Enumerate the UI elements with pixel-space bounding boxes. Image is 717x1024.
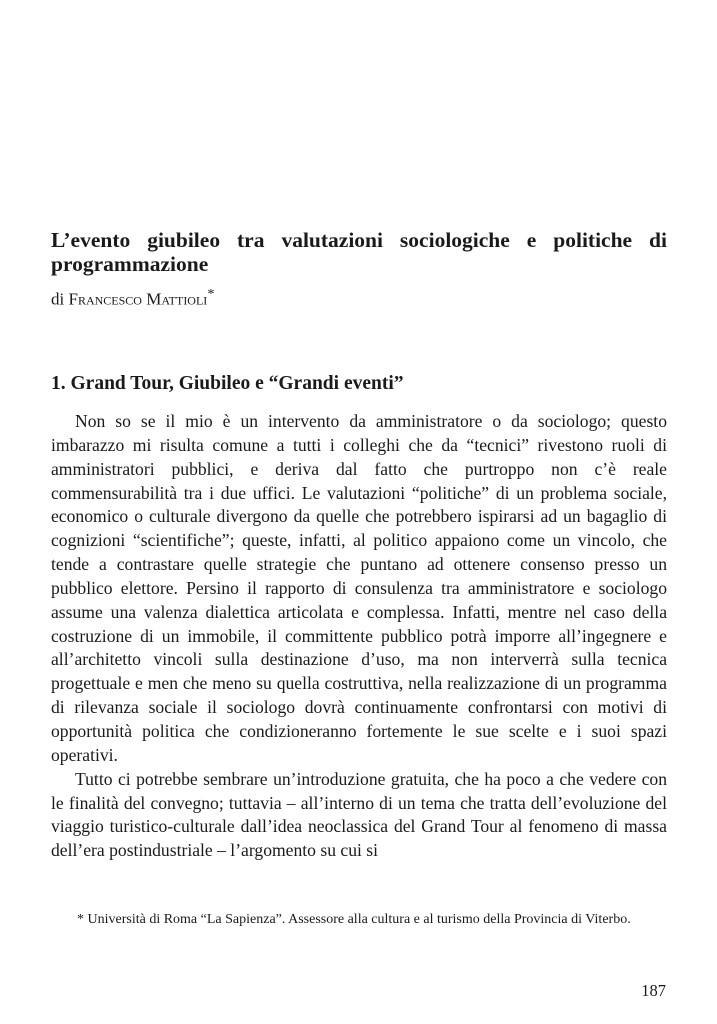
body-text xyxy=(51,410,667,863)
author-line xyxy=(51,284,214,310)
section-heading: 1. Grand Tour, Giubileo e “Grandi eventi” xyxy=(51,373,404,394)
paragraph: Non so se il mio è un intervento da amministratore o da sociologo; questo imbarazzo mi risulta comune a tutti i colleghi che da “tecnici” rivestono ruoli di amministratori pubblici, e deriva dal fatto che purtroppo non c’è reale commensurabilità tra i due uffici. Le valutazioni “politiche” di un problema sociale, economico o culturale divergono da quelle che potrebbero ispirarsi ad un bagaglio di cognizioni “scientifiche”; queste, infatti, al politico appaiono come un vincolo, che tende a contrastare quelle strategie che puntano ad ottenere consenso presso un pubblico elettore. Persino il rapporto di consulenza tra amministratore e sociologo assume una valenza dialettica articolata e complessa. Infatti, mentre nel caso della costruzione di un immobile, il committente pubblico potrà imporre all’ingegnere e all’architetto vincoli sulla destinazione d’uso, ma non interverrà sulla tecnica progettuale e men che meno su quella costruttiva, nella realizzazione di un programma di rilevanza sociale il sociologo dovrà continuamente confrontarsi con motivi di opportunità politica che condizioneranno fortemente le sue scelte e i suoi spazi operativi. xyxy=(51,411,667,765)
author-prefix: di xyxy=(51,289,69,309)
author-name: Francesco Mattioli xyxy=(68,289,208,309)
footnote-mark: * xyxy=(207,286,215,302)
page-number: 187 xyxy=(641,981,666,1000)
footnote: * Università di Roma “La Sapienza”. Assessore alla cultura e al turismo della Provincia di Viterbo. xyxy=(77,912,631,927)
paragraph: Tutto ci potrebbe sembrare un’introduzione gratuita, che ha poco a che vedere con le finalità del convegno; tuttavia – all’interno di un tema che tratta dell’evoluzione del viaggio turistico-culturale dall’idea neoclassica del Grand Tour al fenomeno di massa dell’era postindustriale – l’argomento su cui si xyxy=(51,768,667,861)
article-title: L’evento giubileo tra valutazioni sociologiche e politiche di programmazione xyxy=(51,228,667,276)
